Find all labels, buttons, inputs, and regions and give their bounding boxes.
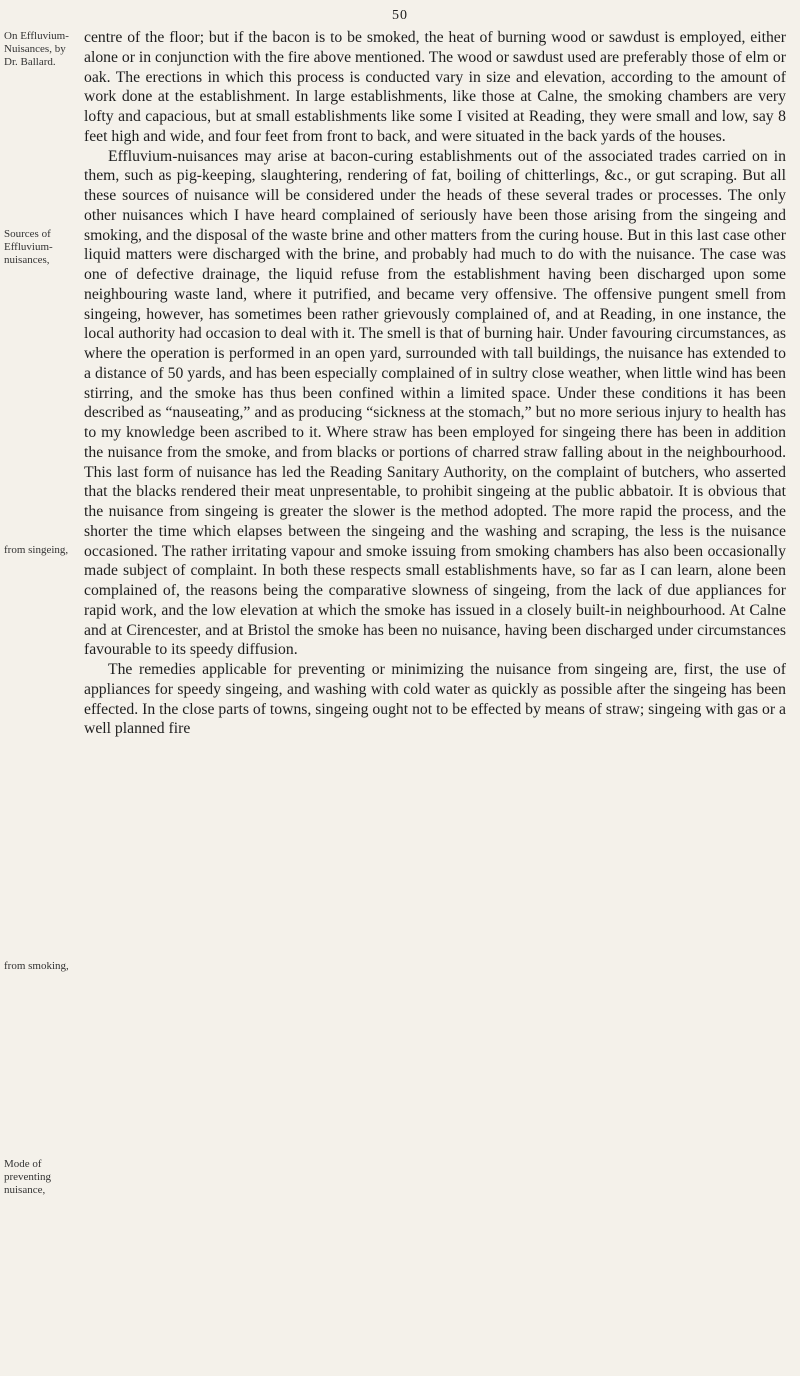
- body-text: [84, 28, 786, 739]
- paragraph-bacon-smoking: centre of the floor; but if the bacon is to be smoked, the heat of burning wood or sawdust is employed, either alone or in conjunction with the fire above mentioned. The wood or sawdust used are preferably those of elm or oak. The erections in which this process is conducted vary in size and elevation, according to the amount of work done at the establishment. In large establishments, like those at Calne, the smoking chambers are very lofty and capacious, but at small establishments like some I visited at Reading, they were small and low, say 8 feet high and wide, and four feet from front to back, and were situated in the back yards of the houses.: [84, 29, 786, 145]
- page-number: 50: [392, 8, 408, 23]
- margin-note-title: On Effluvium-Nuisances, by Dr. Ballard.: [4, 30, 69, 68]
- margin-note-smoking: from smoking,: [4, 960, 69, 972]
- paragraph-remedies: The remedies applicable for preventing or minimizing the nuisance from singeing are, first, the use of appliances for speedy singeing, and washing with cold water as quickly as possible after the singeing has been effected. In the close parts of towns, singeing ought not to be effected by means of straw; singeing with gas or a well planned fire: [84, 661, 786, 738]
- paragraph-nuisances: Effluvium-nuisances may arise at bacon-curing establishments out of the associated trades carried on in them, such as pig-keeping, slaughtering, rendering of fat, boiling of chitterlings, &c., or gut scraping. But all these sources of nuisance will be considered under the heads of these several trades or processes. The only other nuisances which I have heard complained of seriously have been those arising from the singeing and smoking, and the disposal of the waste brine and other matters from the curing house. But in this last case other liquid matters were discharged with the brine, and probably had much to do with the nuisance. The case was one of defective drainage, the liquid refuse from the establishment having been discharged upon some neighbouring waste land, where it putrified, and became very offensive. The offensive pungent smell from singeing, however, has sometimes been rather grievously complained of, and at Reading, in one instance, the local authority had occasion to deal with it. The smell is that of burning hair. Under favouring circumstances, as where the operation is performed in an open yard, surrounded with tall buildings, the nuisance has extended to a distance of 50 yards, and has been especially complained of in sultry close weather, when little wind has been stirring, and the smoke has thus been confined within a limited space. Under these conditions it has been described as “nauseating,” and as producing “sickness at the stomach,” but no more serious injury to health has to my knowledge been ascribed to it. Where straw has been employed for singeing there has been in addition the nuisance from the smoke, and from blacks or portions of charred straw falling about in the neighbourhood. This last form of nuisance has led the Reading Sanitary Authority, on the complaint of butchers, who asserted that the blacks rendered their meat unpresentable, to prohibit singeing at the public abbatoir. It is obvious that the nuisance from singeing is greater the slower is the method adopted. The more rapid the process, and the shorter the time which elapses between the singeing and the washing and scraping, the less is the nuisance occasioned. The rather irritating vapour and smoke issuing from smoking chambers has also been occasionally made subject of complaint. In both these respects small establishments have, so far as I can learn, alone been complained of, the reasons being the comparative slowness of singeing, from the lack of due appliances for rapid work, and the low elevation at which the smoke has issued in a closely built-in neighbourhood. At Calne and at Cirencester, and at Bristol the smoke has been no nuisance, having been discharged under circumstances favourable to its speedy diffusion.: [84, 147, 786, 659]
- margin-note-singeing: from singeing,: [4, 544, 69, 556]
- margin-note-sources: Sources of Effluvium-nuisances,: [4, 228, 53, 266]
- margin-note-prevention: Mode of preventing nuisance,: [4, 1158, 52, 1196]
